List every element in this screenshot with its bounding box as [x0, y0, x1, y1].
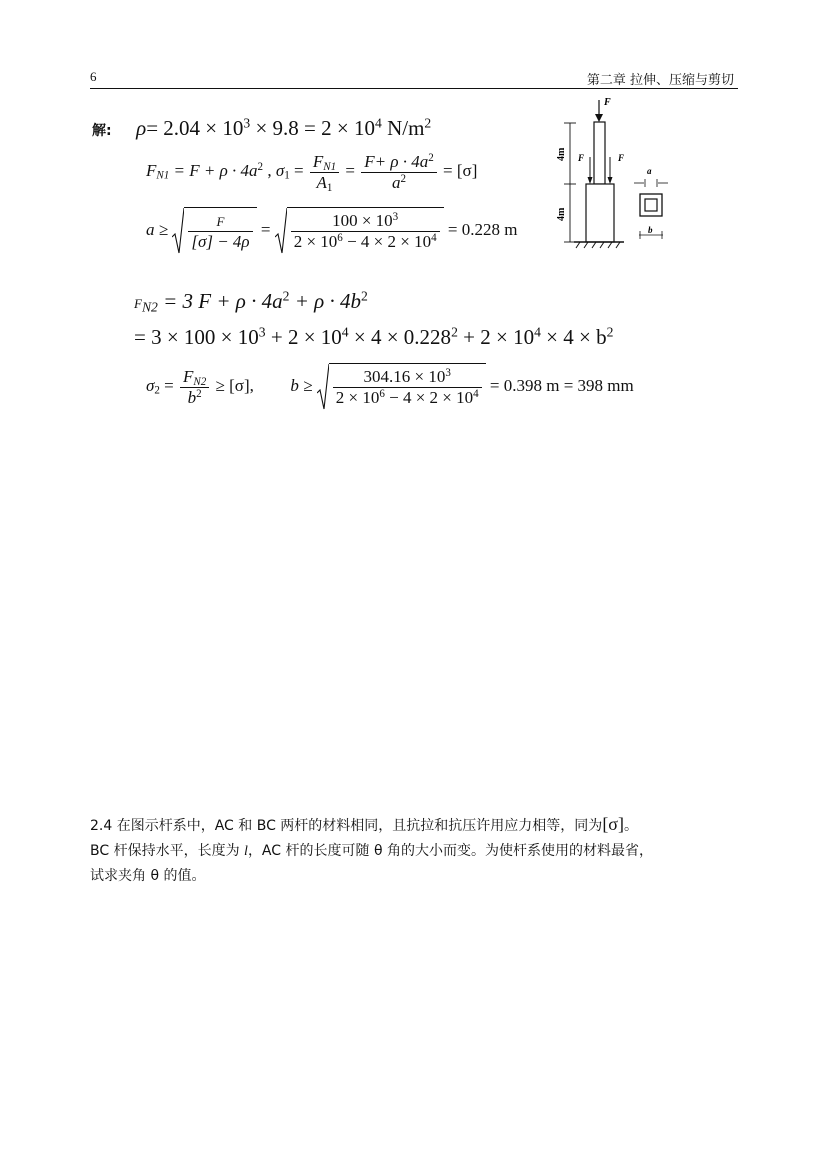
equation-force-2-numeric: = $3 \times 100 \times 10^3 + 2 \times 10^4 \times 4 \times 0.228^2 + 2 \times 10^4 \times 4 \times b^2$ [134, 324, 614, 349]
problem-line-3: 试求夹角 θ 的值。 [90, 868, 206, 884]
section-b-label: b [648, 225, 653, 235]
problem-line-1: 2.4 在图示杆系中，AC 和 BC 两杆的材料相同，且抗拉和抗压许用应力相等，同为[σ]。 [90, 814, 639, 834]
lower-column [586, 184, 614, 242]
problem-line-2: BC 杆保持水平，长度为 l，AC 杆的长度可随 θ 角的大小而变。为使杆系使用的材料最省， [90, 843, 653, 859]
page-header [90, 66, 738, 89]
lower-dimension-label: 4m [556, 207, 567, 221]
sqrt-numeric: $\frac{100 \times 10^3}{2 \times 10^6 - 4 \times 2 \times 10^4}$ [275, 207, 444, 255]
fraction-fn1-a1: $\frac{F_{N1}}{A_1}$ [310, 152, 339, 192]
fraction-load-area: $\frac{F+ \rho \cdot 4a^2}{a^2}$ [361, 152, 437, 192]
column-diagram [548, 95, 678, 265]
problem-2-4 [90, 812, 740, 889]
sqrt-numeric-b: $\frac{304.16 \times 10^3}{2 \times 10^6 - 4 \times 2 \times 10^4}$ [317, 363, 486, 411]
cross-section-inner [645, 199, 657, 211]
chapter-title: 第二章 拉伸、压缩与剪切 [586, 73, 734, 88]
ground-hatch [576, 242, 620, 248]
section-a-label: a [647, 166, 652, 176]
upper-column [594, 122, 605, 184]
sqrt-inner: $\frac{F}{[\sigma] - 4\rho}$ [172, 207, 256, 255]
top-force-arrow-head [595, 114, 603, 122]
fraction-fn2-b2: $\frac{F_{N2}}{b^2}$ [180, 367, 209, 407]
top-force-label: F [604, 97, 611, 108]
equation-force-2: $F_{N2} = 3$ $F + \rho \cdot 4a^2 + \rho \cdot 4b^2$ [134, 288, 368, 315]
right-force-arrow-head [608, 177, 613, 184]
equation-side-b: $\sigma_2$ = $\frac{F_{N2}}{b^2}$ ≥ [σ], b ≥ $\frac{304.16 \times 10^3}{2 \times 10^6 - 4 \times 2 \times 10^4}$ = 0.398 m = 398 mm [146, 363, 634, 411]
solution-label: 解: [92, 123, 112, 139]
left-force-arrow-head [588, 177, 593, 184]
equation-stress-1: $F_{N1} = F + \rho \cdot 4a^2$ , $\sigma_1$ = $\frac{F_{N1}}{A_1}$ = $\frac{F+ \rho \cdot 4a^2}{a^2}$ = [σ] [146, 151, 478, 194]
equation-density: 解: $\rho= 2.04 \times 10^3 \times 9.8 = 2 \times 10^4$ $N/m^2$ [92, 115, 432, 140]
upper-dimension-label: 4m [556, 147, 567, 161]
right-force-label: F [618, 153, 625, 163]
left-force-label: F [578, 153, 585, 163]
equation-side-a: a ≥ $\frac{F}{[\sigma] - 4\rho}$ = $\frac{100 \times 10^3}{2 \times 10^6 - 4 \times 2 \times 10^4}$ = 0.228 m [146, 207, 517, 255]
page-number: 6 [90, 69, 97, 84]
